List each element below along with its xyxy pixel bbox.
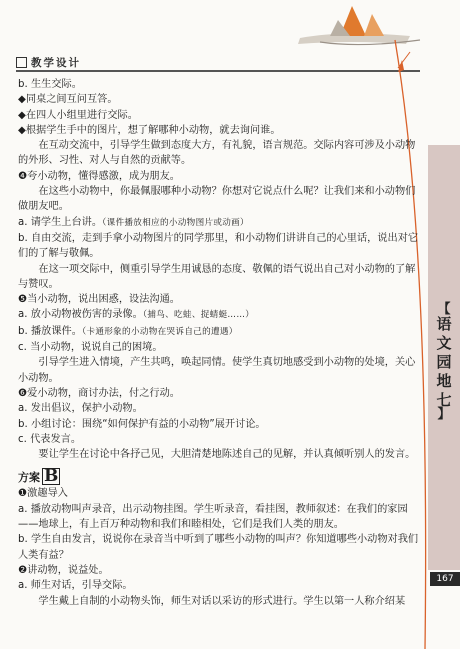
header-divider bbox=[16, 70, 420, 72]
text-line: b. 小组讨论：围绕“如何保护有益的小动物”展开讨论。 bbox=[18, 418, 266, 430]
paragraph: 引导学生进入情境，产生共鸣，唤起同情。使学生真切地感受到小动物的处境，关心小动物。 bbox=[18, 357, 416, 384]
paragraph: 在互动交流中，引导学生做到态度大方，有礼貌，语言规范。交际内容可涉及小动物的外形、习性、对人与自然的贡献等。 bbox=[18, 140, 416, 167]
text-note: （卡通形象的小动物在哭诉自己的遭遇） bbox=[81, 326, 238, 337]
paragraph: 在这些小动物中，你最佩服哪种小动物？你想对它说点什么呢？让我们来和小动物们做朋友吧。 bbox=[18, 186, 416, 213]
side-section-title bbox=[431, 302, 457, 422]
step-heading: ❶激趣导入 bbox=[18, 488, 68, 500]
header-decoration bbox=[0, 0, 460, 60]
side-bracket-open: 【 bbox=[437, 302, 451, 317]
text-line bbox=[18, 215, 420, 231]
step-heading: ❺当小动物，说出困惑，设法沟通。 bbox=[18, 294, 180, 306]
step-heading: ❷讲动物，说益处。 bbox=[18, 564, 109, 576]
paragraph: 在这一项交际中，侧重引导学生用诚恳的态度、敬佩的语气说出自己对小动物的了解与赞叹。 bbox=[18, 263, 416, 290]
text-line: a. 播放动物叫声录音，出示动物挂图。学生听录音，看挂图，教师叙述：在我们的家园——地球上，有上百万种动物和我们和睦相处，它们是我们人类的朋友。 bbox=[18, 503, 408, 531]
text-line: a. 发出倡议，保护小动物。 bbox=[18, 403, 143, 415]
text-main: a. 请学生上台讲。 bbox=[18, 216, 103, 228]
text-line: c. 代表发言。 bbox=[18, 433, 82, 445]
section-header-label: 教学设计 bbox=[31, 56, 81, 69]
text-line: c. 当小动物，说说自己的困境。 bbox=[18, 342, 163, 354]
text-line: ◆在四人小组里进行交际。 bbox=[18, 109, 138, 121]
step-heading: ❹夸小动物，懂得感激，成为朋友。 bbox=[18, 170, 180, 182]
side-title-char: 语 bbox=[436, 315, 452, 333]
text-line: b. 自由交流，走到手拿小动物图片的同学那里，和小动物们讲讲自己的心里话，说出对它们的了解与敬佩。 bbox=[18, 232, 419, 260]
side-title-char: 地 bbox=[436, 372, 452, 390]
text-line: ◆同桌之间互问互答。 bbox=[18, 94, 118, 106]
paragraph: 学生戴上自制的小动物头饰，师生对话以采访的形式进行。学生以第一人称介绍某 bbox=[38, 595, 406, 607]
text-main: a. 放小动物被伤害的录像。 bbox=[18, 309, 143, 321]
side-title-char: 文 bbox=[436, 334, 452, 352]
plan-letter: B bbox=[44, 466, 59, 487]
side-title-char: 七 bbox=[436, 391, 452, 409]
step-heading: ❻爱小动物，商讨办法，付之行动。 bbox=[18, 387, 180, 399]
plan-label: 方案 bbox=[18, 471, 40, 485]
text-line: a. 师生对话，引导交际。 bbox=[18, 580, 133, 592]
paragraph: 要让学生在讨论中各抒己见，大胆清楚地陈述自己的见解，并认真倾听别人的发言。 bbox=[38, 449, 416, 461]
side-title-char: 园 bbox=[436, 353, 452, 371]
text-note: （课件播放相应的小动物图片或动画） bbox=[102, 217, 249, 228]
text-line: b. 学生自由发言，说说你在录音当中听到了哪些小动物的叫声？你知道哪些小动物对我们人类有益？ bbox=[18, 534, 419, 561]
main-text bbox=[18, 77, 420, 609]
text-line bbox=[18, 307, 420, 323]
text-line: ◆根据学生手中的图片，想了解哪种小动物，就去询问谁。 bbox=[18, 124, 281, 136]
side-bracket-close: 】 bbox=[437, 407, 451, 422]
text-note: （捕鸟、吃蛙、捉蜻蜓……） bbox=[142, 310, 255, 321]
page-number: 167 bbox=[430, 572, 460, 586]
text-main: b. 播放课件。 bbox=[18, 325, 82, 337]
square-icon bbox=[16, 57, 27, 68]
section-header bbox=[16, 54, 81, 70]
text-line bbox=[18, 324, 420, 340]
plan-heading bbox=[18, 468, 420, 485]
text-line: b. 生生交际。 bbox=[18, 79, 82, 90]
